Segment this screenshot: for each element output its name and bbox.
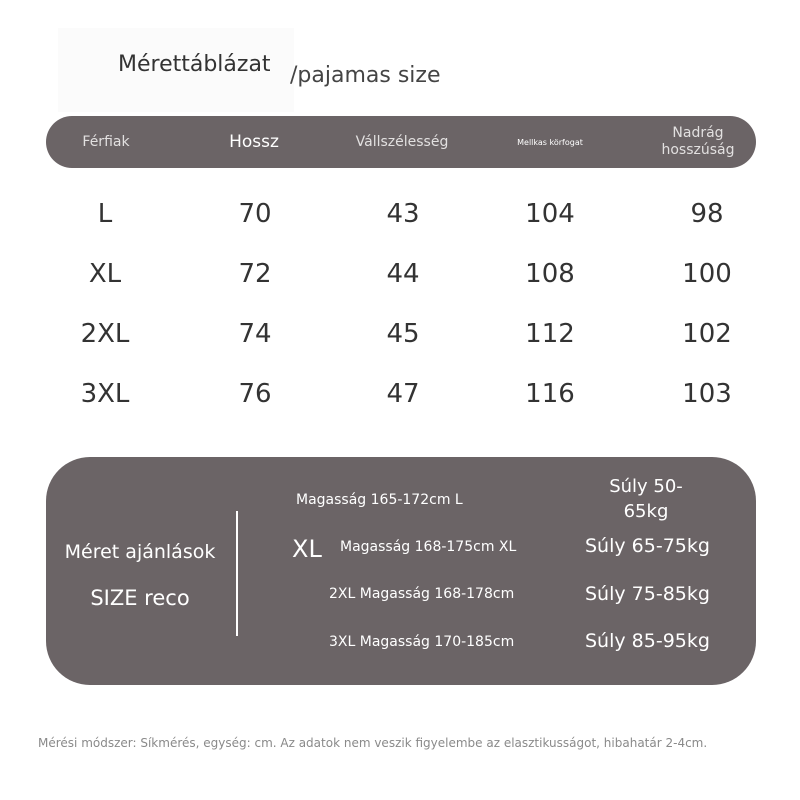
table-cell: L (97, 199, 113, 229)
table-cell: 45 (386, 319, 420, 349)
column-header-men: Férfiak (82, 133, 130, 150)
recommendation-height: 2XL Magasság 168-178cm (329, 586, 515, 602)
table-cell: 70 (238, 199, 272, 229)
recommendation-weight: Súly 75-85kg (585, 583, 710, 605)
table-cell: 112 (525, 319, 575, 349)
table-cell: 3XL (80, 379, 130, 409)
recommendation-title: Méret ajánlások (64, 541, 216, 563)
column-header-length: Hossz (229, 131, 279, 152)
table-cell: 43 (386, 199, 420, 229)
table-cell: 2XL (80, 319, 130, 349)
table-cell: 74 (238, 319, 272, 349)
table-cell: 108 (525, 259, 575, 289)
recommendation-height: 3XL Magasság 170-185cm (329, 634, 515, 650)
table-cell: XL (88, 259, 122, 289)
table-cell: 72 (238, 259, 272, 289)
recommendation-weight: Súly 65-75kg (585, 535, 710, 557)
table-cell: 44 (386, 259, 420, 289)
table-cell: 104 (525, 199, 575, 229)
column-header-pants-length: Nadrág hosszúság (661, 125, 735, 158)
recommendation-height: Magasság 165-172cm L (296, 492, 463, 508)
table-row (0, 254, 800, 294)
table-cell: 102 (682, 319, 732, 349)
measurement-note: Mérési módszer: Síkmérés, egység: cm. Az adatok nem veszik figyelembe az elasztikusságot, hibahatár 2-4cm. (38, 736, 708, 750)
recommendation-weight: Súly 85-95kg (585, 630, 710, 652)
table-cell: 76 (238, 379, 272, 409)
table-cell: 47 (386, 379, 420, 409)
table-header (46, 116, 756, 168)
column-header-chest: Mellkas körfogat (517, 137, 583, 147)
recommendation-size: XL (292, 535, 322, 563)
table-cell: 98 (690, 199, 724, 229)
table-cell: 100 (682, 259, 732, 289)
column-header-shoulder: Vállszélesség (355, 133, 449, 150)
table-row (0, 194, 800, 234)
page-title: Mérettáblázat (118, 52, 271, 77)
divider (236, 511, 238, 636)
page-subtitle: /pajamas size (290, 63, 441, 88)
recommendation-subtitle: SIZE reco (90, 586, 190, 610)
table-row (0, 374, 800, 414)
table-cell: 103 (682, 379, 732, 409)
recommendation-weight: Súly 50-65kg (609, 476, 683, 522)
table-row (0, 314, 800, 354)
recommendation-height: Magasság 168-175cm XL (340, 539, 517, 555)
table-cell: 116 (525, 379, 575, 409)
